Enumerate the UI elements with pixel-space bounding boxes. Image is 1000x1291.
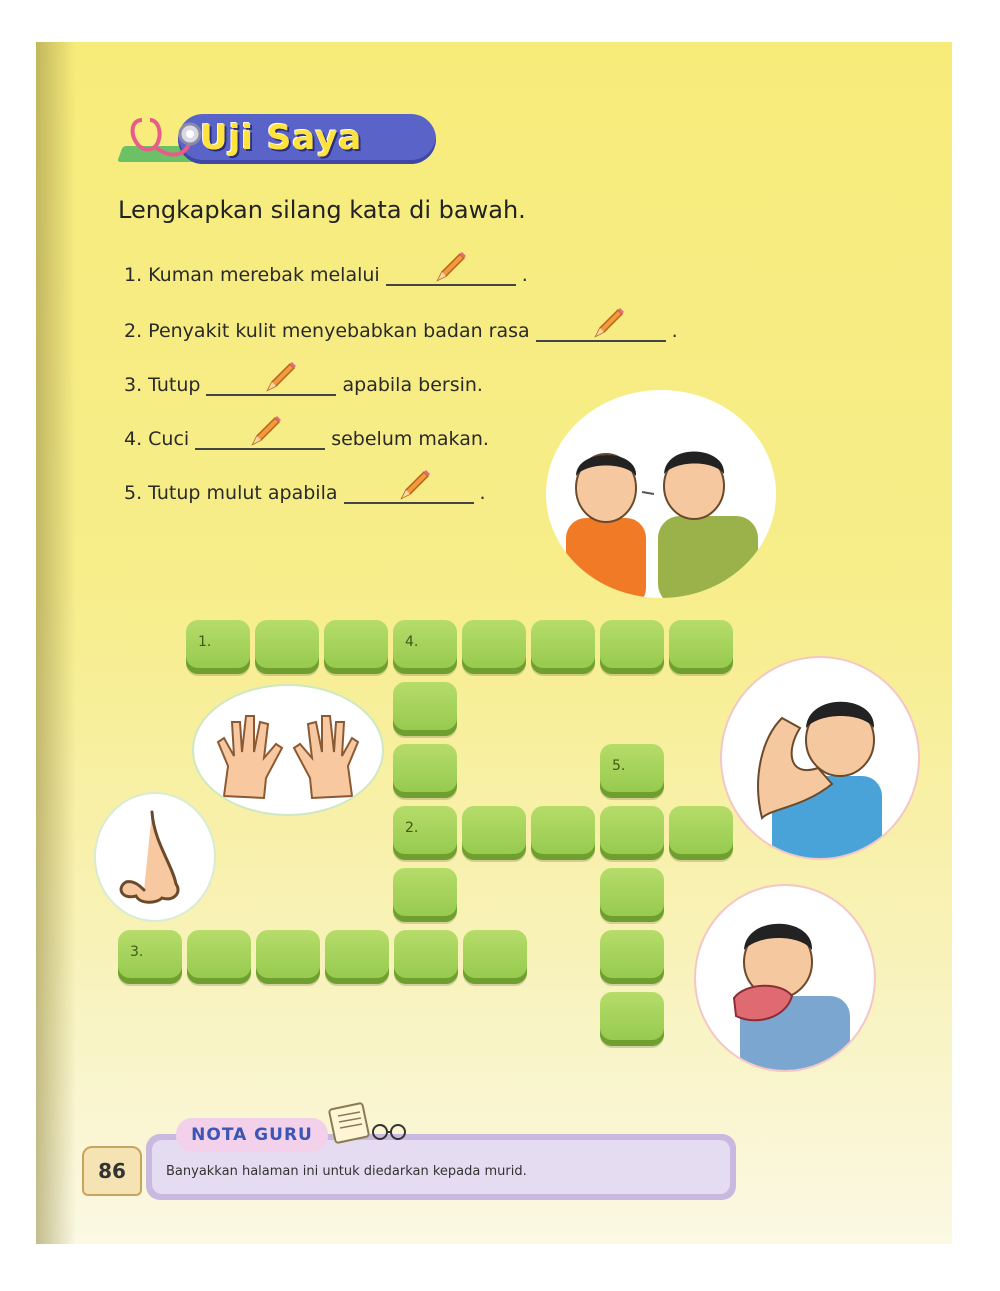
question-4 [124, 426, 489, 450]
question-5 [124, 480, 486, 504]
clue-number: 3. [130, 944, 144, 960]
answer-blank[interactable] [536, 318, 666, 342]
question-suffix: . [479, 482, 486, 504]
crossword-cell[interactable] [600, 868, 664, 922]
pencil-icon [249, 414, 283, 448]
question-suffix: . [521, 264, 528, 286]
crossword-cell[interactable] [531, 620, 595, 674]
teacher-note-label [176, 1118, 328, 1152]
question-suffix: sebelum makan. [331, 428, 489, 450]
crossword-cell[interactable] [531, 806, 595, 860]
stethoscope-icon [128, 112, 208, 166]
boy-covering-mouth-illustration [722, 658, 918, 858]
answer-blank[interactable] [344, 480, 474, 504]
question-2 [124, 318, 678, 342]
crossword-cell[interactable] [394, 930, 458, 984]
question-text: 2. Penyakit kulit menyebabkan badan rasa [124, 320, 530, 342]
question-text: 3. Tutup [124, 374, 201, 396]
crossword-cell[interactable] [393, 682, 457, 736]
answer-blank[interactable] [206, 372, 336, 396]
teacher-note-text: Banyakkan halaman ini untuk diedarkan kepada murid. [166, 1164, 527, 1179]
pencil-icon [398, 468, 432, 502]
section-banner [118, 112, 438, 168]
question-text: 5. Tutup mulut apabila [124, 482, 338, 504]
crossword-cell[interactable] [186, 620, 250, 674]
instruction-text: Lengkapkan silang kata di bawah. [118, 196, 526, 224]
clue-number: 2. [405, 820, 419, 836]
page-number: 86 [82, 1146, 142, 1196]
illustration-hands [192, 684, 384, 816]
notepad-glasses-icon [326, 1102, 414, 1146]
hands-icon [194, 686, 382, 814]
question-3 [124, 372, 483, 396]
crossword-cell[interactable] [255, 620, 319, 674]
banner-title: Uji Saya [200, 118, 363, 158]
clue-number: 5. [612, 758, 626, 774]
crossword-cell[interactable] [600, 744, 664, 798]
question-1 [124, 262, 528, 286]
illustration-cough-towards-friend [546, 390, 776, 598]
pencil-icon [264, 360, 298, 394]
crossword-cell[interactable] [600, 806, 664, 860]
crossword-cell[interactable] [600, 930, 664, 984]
crossword-cell[interactable] [462, 620, 526, 674]
crossword-cell[interactable] [669, 806, 733, 860]
crossword-cell[interactable] [393, 806, 457, 860]
boy-with-handkerchief-illustration [696, 886, 874, 1070]
crossword-cell[interactable] [256, 930, 320, 984]
crossword-cell[interactable] [600, 992, 664, 1046]
note-label-text: NOTA GURU [191, 1125, 313, 1145]
book-spine-shadow [36, 42, 76, 1244]
crossword-cell[interactable] [463, 930, 527, 984]
clue-number: 1. [198, 634, 212, 650]
crossword-cell[interactable] [600, 620, 664, 674]
illustration-nose [94, 792, 216, 922]
crossword-cell[interactable] [669, 620, 733, 674]
crossword-cell[interactable] [187, 930, 251, 984]
pencil-icon [592, 306, 626, 340]
crossword-cell[interactable] [118, 930, 182, 984]
question-suffix: . [671, 320, 678, 342]
answer-blank[interactable] [195, 426, 325, 450]
question-suffix: apabila bersin. [342, 374, 483, 396]
two-boys-illustration [546, 390, 776, 598]
crossword-cell[interactable] [393, 744, 457, 798]
crossword-cell[interactable] [324, 620, 388, 674]
crossword-cell[interactable] [393, 868, 457, 922]
pencil-icon [434, 250, 468, 284]
crossword-cell[interactable] [462, 806, 526, 860]
illustration-cover-sneeze [720, 656, 920, 860]
crossword-cell[interactable] [393, 620, 457, 674]
question-text: 4. Cuci [124, 428, 190, 450]
clue-number: 4. [405, 634, 419, 650]
nose-icon [96, 794, 214, 920]
illustration-handkerchief [694, 884, 876, 1072]
answer-blank[interactable] [386, 262, 516, 286]
question-text: 1. Kuman merebak melalui [124, 264, 380, 286]
crossword-cell[interactable] [325, 930, 389, 984]
